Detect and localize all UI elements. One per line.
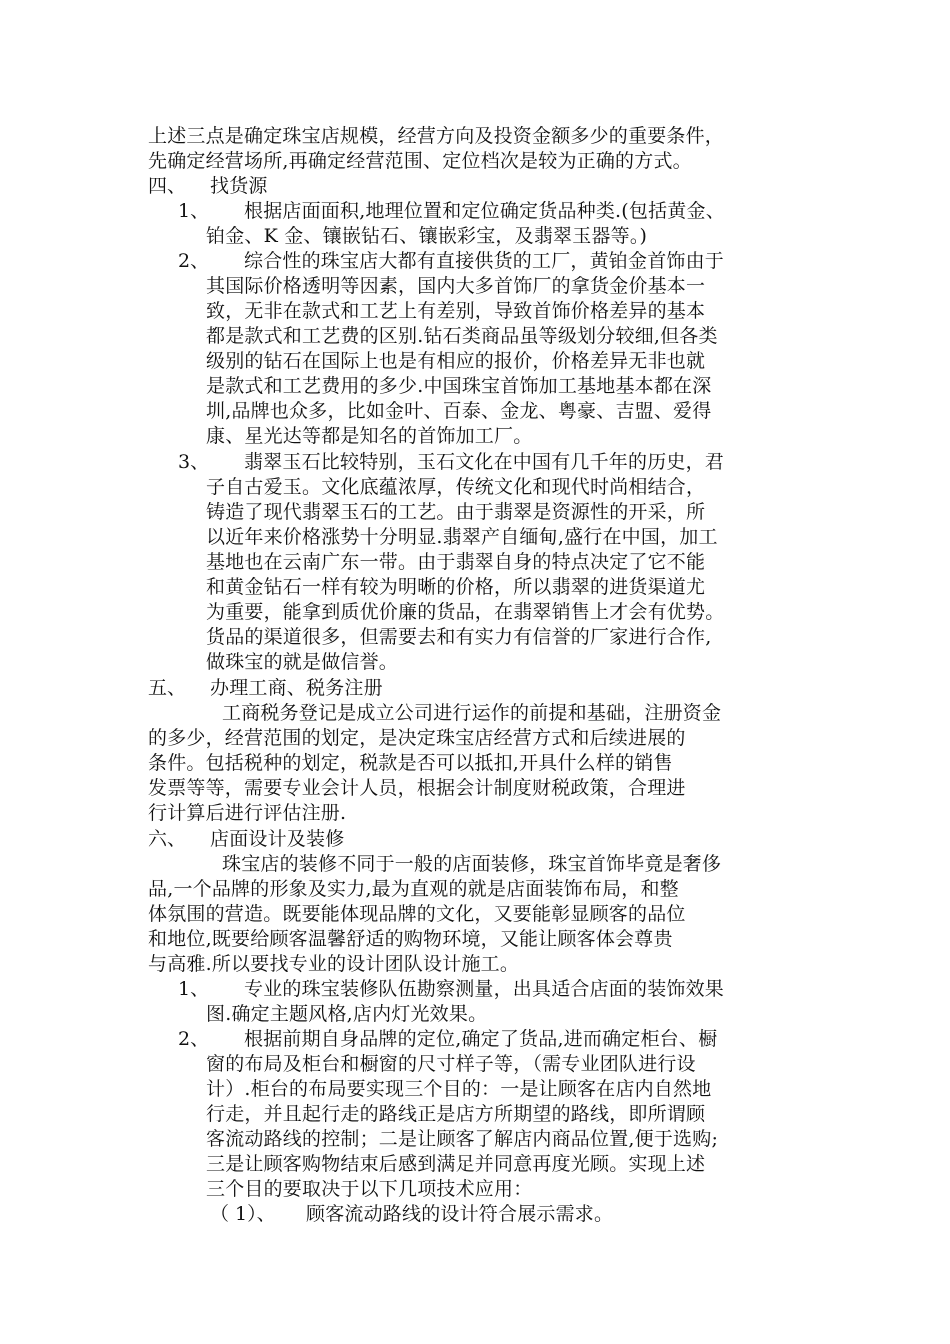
section-5-line: 的多少，经营范围的划定，是决定珠宝店经营方式和后续进展的 — [148, 727, 686, 749]
section-4-item-3-line: 货品的渠道很多，但需要去和有实力有信誉的厂家进行合作, — [206, 626, 712, 648]
section-4-item-2-line: 其国际价格透明等因素，国内大多首饰厂的拿货金价基本一 — [206, 275, 706, 297]
section-4-item-2-line: 是款式和工艺费用的多少.中国珠宝首饰加工基地基本都在深 — [206, 375, 712, 397]
section-4-item-2-line: 致，无非在款式和工艺上有差别，导致首饰价格差异的基本 — [206, 300, 706, 322]
section-4-item-1-line: 根据店面面积,地理位置和定位确定货品种类.(包括黄金、 — [244, 200, 725, 222]
section-4-item-3-line: 和黄金钻石一样有较为明晰的价格，所以翡翠的进货渠道尤 — [206, 576, 706, 598]
intro-line-2: 先确定经营场所,再确定经营范围、定位档次是较为正确的方式。 — [148, 150, 692, 172]
section-6-line: 和地位,既要给顾客温馨舒适的购物环境，又能让顾客体会尊贵 — [148, 928, 673, 950]
section-5-line: 行计算后进行评估注册. — [148, 802, 347, 824]
section-4-item-1-number: 1、 — [178, 200, 210, 222]
section-4-item-2-number: 2、 — [178, 250, 210, 272]
section-4-item-2-line: 圳,品牌也众多，比如金叶、百泰、金龙、粤豪、吉盟、爱得 — [206, 400, 712, 422]
section-6-number: 六、 — [148, 828, 187, 850]
section-6-item-2-line: 计）.柜台的布局要实现三个目的：一是让顾客在店内自然地 — [206, 1078, 712, 1100]
section-4-item-3-line: 做珠宝的就是做信誉。 — [206, 651, 399, 673]
section-6-item-2-line: 行走，并且起行走的路线正是店方所期望的路线，即所谓顾 — [206, 1103, 706, 1125]
section-5-line: 发票等等，需要专业会计人员，根据会计制度财税政策，合理进 — [148, 777, 686, 799]
section-4-item-1-line: 铂金、K 金、镶嵌钻石、镶嵌彩宝，及翡翠玉器等。) — [206, 225, 648, 247]
section-6-sub-1-text: 顾客流动路线的设计符合展示需求。 — [306, 1203, 614, 1225]
section-4-item-2-line: 综合性的珠宝店大都有直接供货的工厂，黄铂金首饰由于 — [244, 250, 725, 272]
section-4-item-2-line: 级别的钻石在国际上也是有相应的报价，价格差异无非也就 — [206, 350, 706, 372]
section-4-item-2-line: 康、星光达等都是知名的首饰加工厂。 — [206, 425, 533, 447]
section-5-number: 五、 — [148, 677, 187, 699]
section-4-item-3-line: 翡翠玉石比较特别，玉石文化在中国有几千年的历史，君 — [244, 451, 725, 473]
intro-line-1: 上述三点是确定珠宝店规模，经营方向及投资金额多少的重要条件， — [148, 125, 725, 147]
section-6-item-2-number: 2、 — [178, 1028, 210, 1050]
section-6-line: 与高雅.所以要找专业的设计团队设计施工。 — [148, 953, 520, 975]
section-6-item-1-line: 专业的珠宝装修队伍勘察测量，出具适合店面的装饰效果 — [244, 978, 725, 1000]
section-6-item-2-line: 客流动路线的控制；二是让顾客了解店内商品位置,便于选购; — [206, 1128, 719, 1150]
section-6-sub-1-number: （ 1）、 — [210, 1203, 276, 1225]
section-6-item-2-line: 窗的布局及柜台和橱窗的尺寸样子等，（需专业团队进行设 — [206, 1053, 696, 1075]
section-4-item-3-line: 基地也在云南广东一带。由于翡翠自身的特点决定了它不能 — [206, 551, 706, 573]
section-5-heading: 办理工商、税务注册 — [210, 677, 383, 699]
section-6-item-1-number: 1、 — [178, 978, 210, 1000]
section-6-item-2-line: 根据前期自身品牌的定位,确定了货品,进而确定柜台、橱 — [244, 1028, 718, 1050]
section-6-item-2-line: 三个目的要取决于以下几项技术应用： — [206, 1178, 533, 1200]
section-4-item-3-line: 以近年来价格涨势十分明显.翡翠产自缅甸,盛行在中国，加工 — [206, 526, 718, 548]
section-5-line: 条件。包括税种的划定，税款是否可以抵扣,开具什么样的销售 — [148, 752, 673, 774]
section-5-line: 工商税务登记是成立公司进行运作的前提和基础，注册资金 — [222, 702, 722, 724]
section-4-item-3-line: 铸造了现代翡翠玉石的工艺。由于翡翠是资源性的开采，所 — [206, 501, 706, 523]
section-4-item-3-line: 为重要，能拿到质优价廉的货品，在翡翠销售上才会有优势。 — [206, 601, 725, 623]
section-6-item-1-line: 图.确定主题风格,店内灯光效果。 — [206, 1003, 488, 1025]
section-6-line: 品,一个品牌的形象及实力,最为直观的就是店面装饰布局，和整 — [148, 878, 679, 900]
section-6-line: 体氛围的营造。既要能体现品牌的文化，又要能彰显顾客的品位 — [148, 903, 686, 925]
section-6-line: 珠宝店的装修不同于一般的店面装修，珠宝首饰毕竟是奢侈 — [222, 853, 722, 875]
section-6-item-2-line: 三是让顾客购物结束后感到满足并同意再度光顾。实现上述 — [206, 1153, 706, 1175]
section-4-number: 四、 — [148, 175, 187, 197]
section-4-item-3-number: 3、 — [178, 451, 210, 473]
section-4-item-3-line: 子自古爱玉。文化底蕴浓厚，传统文化和现代时尚相结合， — [206, 476, 706, 498]
section-6-heading: 店面设计及装修 — [210, 828, 345, 850]
section-4-heading: 找货源 — [210, 175, 268, 197]
section-4-item-2-line: 都是款式和工艺费的区别.钻石类商品虽等级划分较细,但各类 — [206, 325, 718, 347]
